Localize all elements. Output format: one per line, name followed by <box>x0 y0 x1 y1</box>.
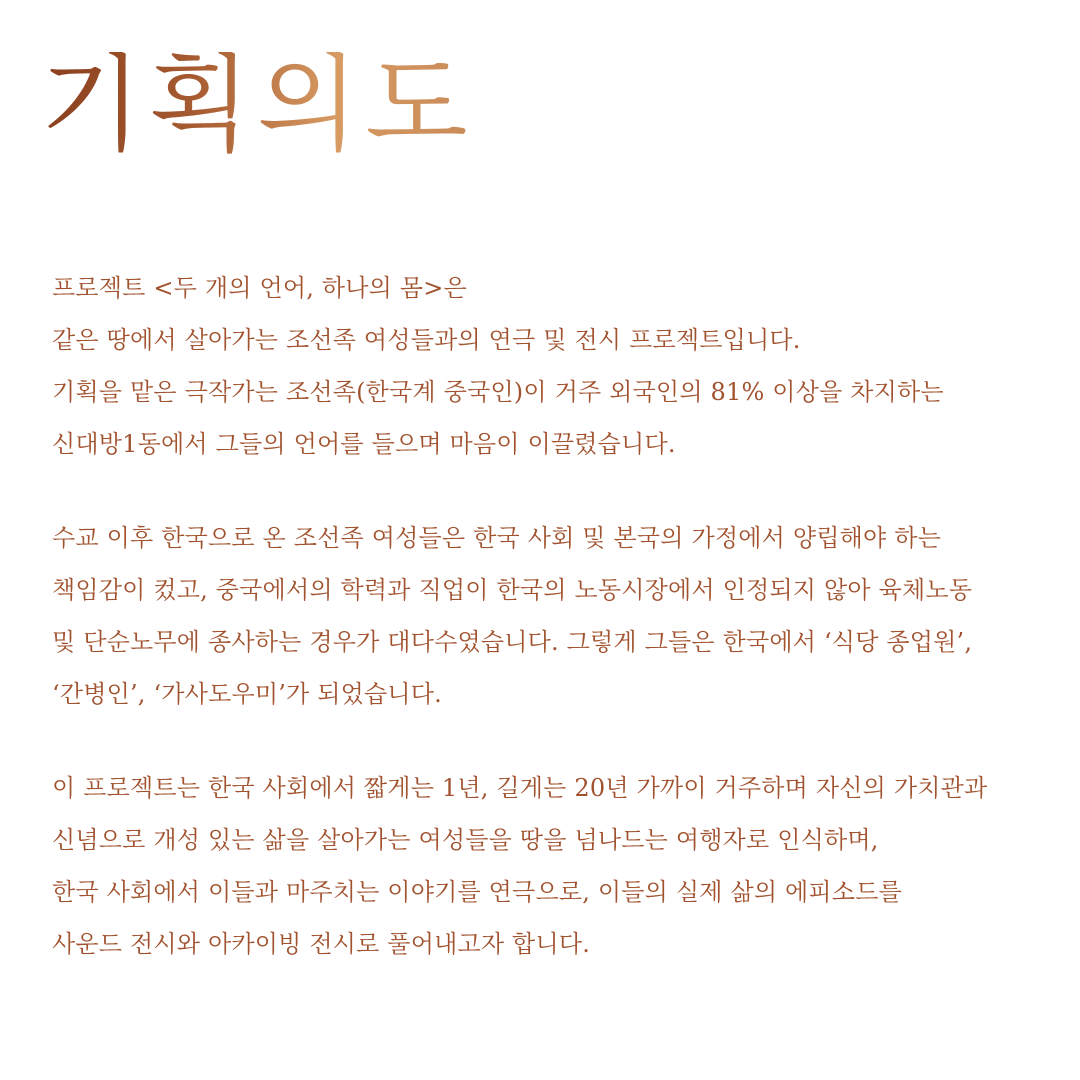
paragraph-line: 및 단순노무에 종사하는 경우가 대다수였습니다. 그렇게 그들은 한국에서 ‘식당 종업원’, <box>52 628 973 656</box>
paragraph-line: 기획을 맡은 극작가는 조선족(한국계 중국인)이 거주 외국인의 81% 이상을 차지하는 <box>52 378 944 406</box>
paragraph-line: 책임감이 컸고, 중국에서의 학력과 직업이 한국의 노동시장에서 인정되지 않아 육체노동 <box>52 576 973 604</box>
paragraph-line: 이 프로젝트는 한국 사회에서 짧게는 1년, 길게는 20년 가까이 거주하며 자신의 가치관과 <box>52 774 988 802</box>
page-title: 기획의도 <box>40 43 474 166</box>
paragraph-line: 사운드 전시와 아카이빙 전시로 풀어내고자 합니다. <box>52 930 591 958</box>
paragraph-1 <box>52 262 1062 470</box>
paragraph-line: 한국 사회에서 이들과 마주치는 이야기를 연극으로, 이들의 실제 삶의 에피소드를 <box>52 878 902 906</box>
paragraph-line: 프로젝트 <두 개의 언어, 하나의 몸>은 <box>52 274 467 302</box>
paragraph-line: 신대방1동에서 그들의 언어를 들으며 마음이 이끌렸습니다. <box>52 430 676 458</box>
paragraph-line: ‘간병인’, ‘가사도우미’가 되었습니다. <box>52 680 443 708</box>
paragraph-2 <box>52 512 1062 720</box>
paragraph-line: 신념으로 개성 있는 삶을 살아가는 여성들을 땅을 넘나드는 여행자로 인식하며, <box>52 826 879 854</box>
paragraph-3 <box>52 762 1062 970</box>
paragraph-line: 수교 이후 한국으로 온 조선족 여성들은 한국 사회 및 본국의 가정에서 양립해야 하는 <box>52 524 942 552</box>
paragraph-line: 같은 땅에서 살아가는 조선족 여성들과의 연극 및 전시 프로젝트입니다. <box>52 326 801 354</box>
